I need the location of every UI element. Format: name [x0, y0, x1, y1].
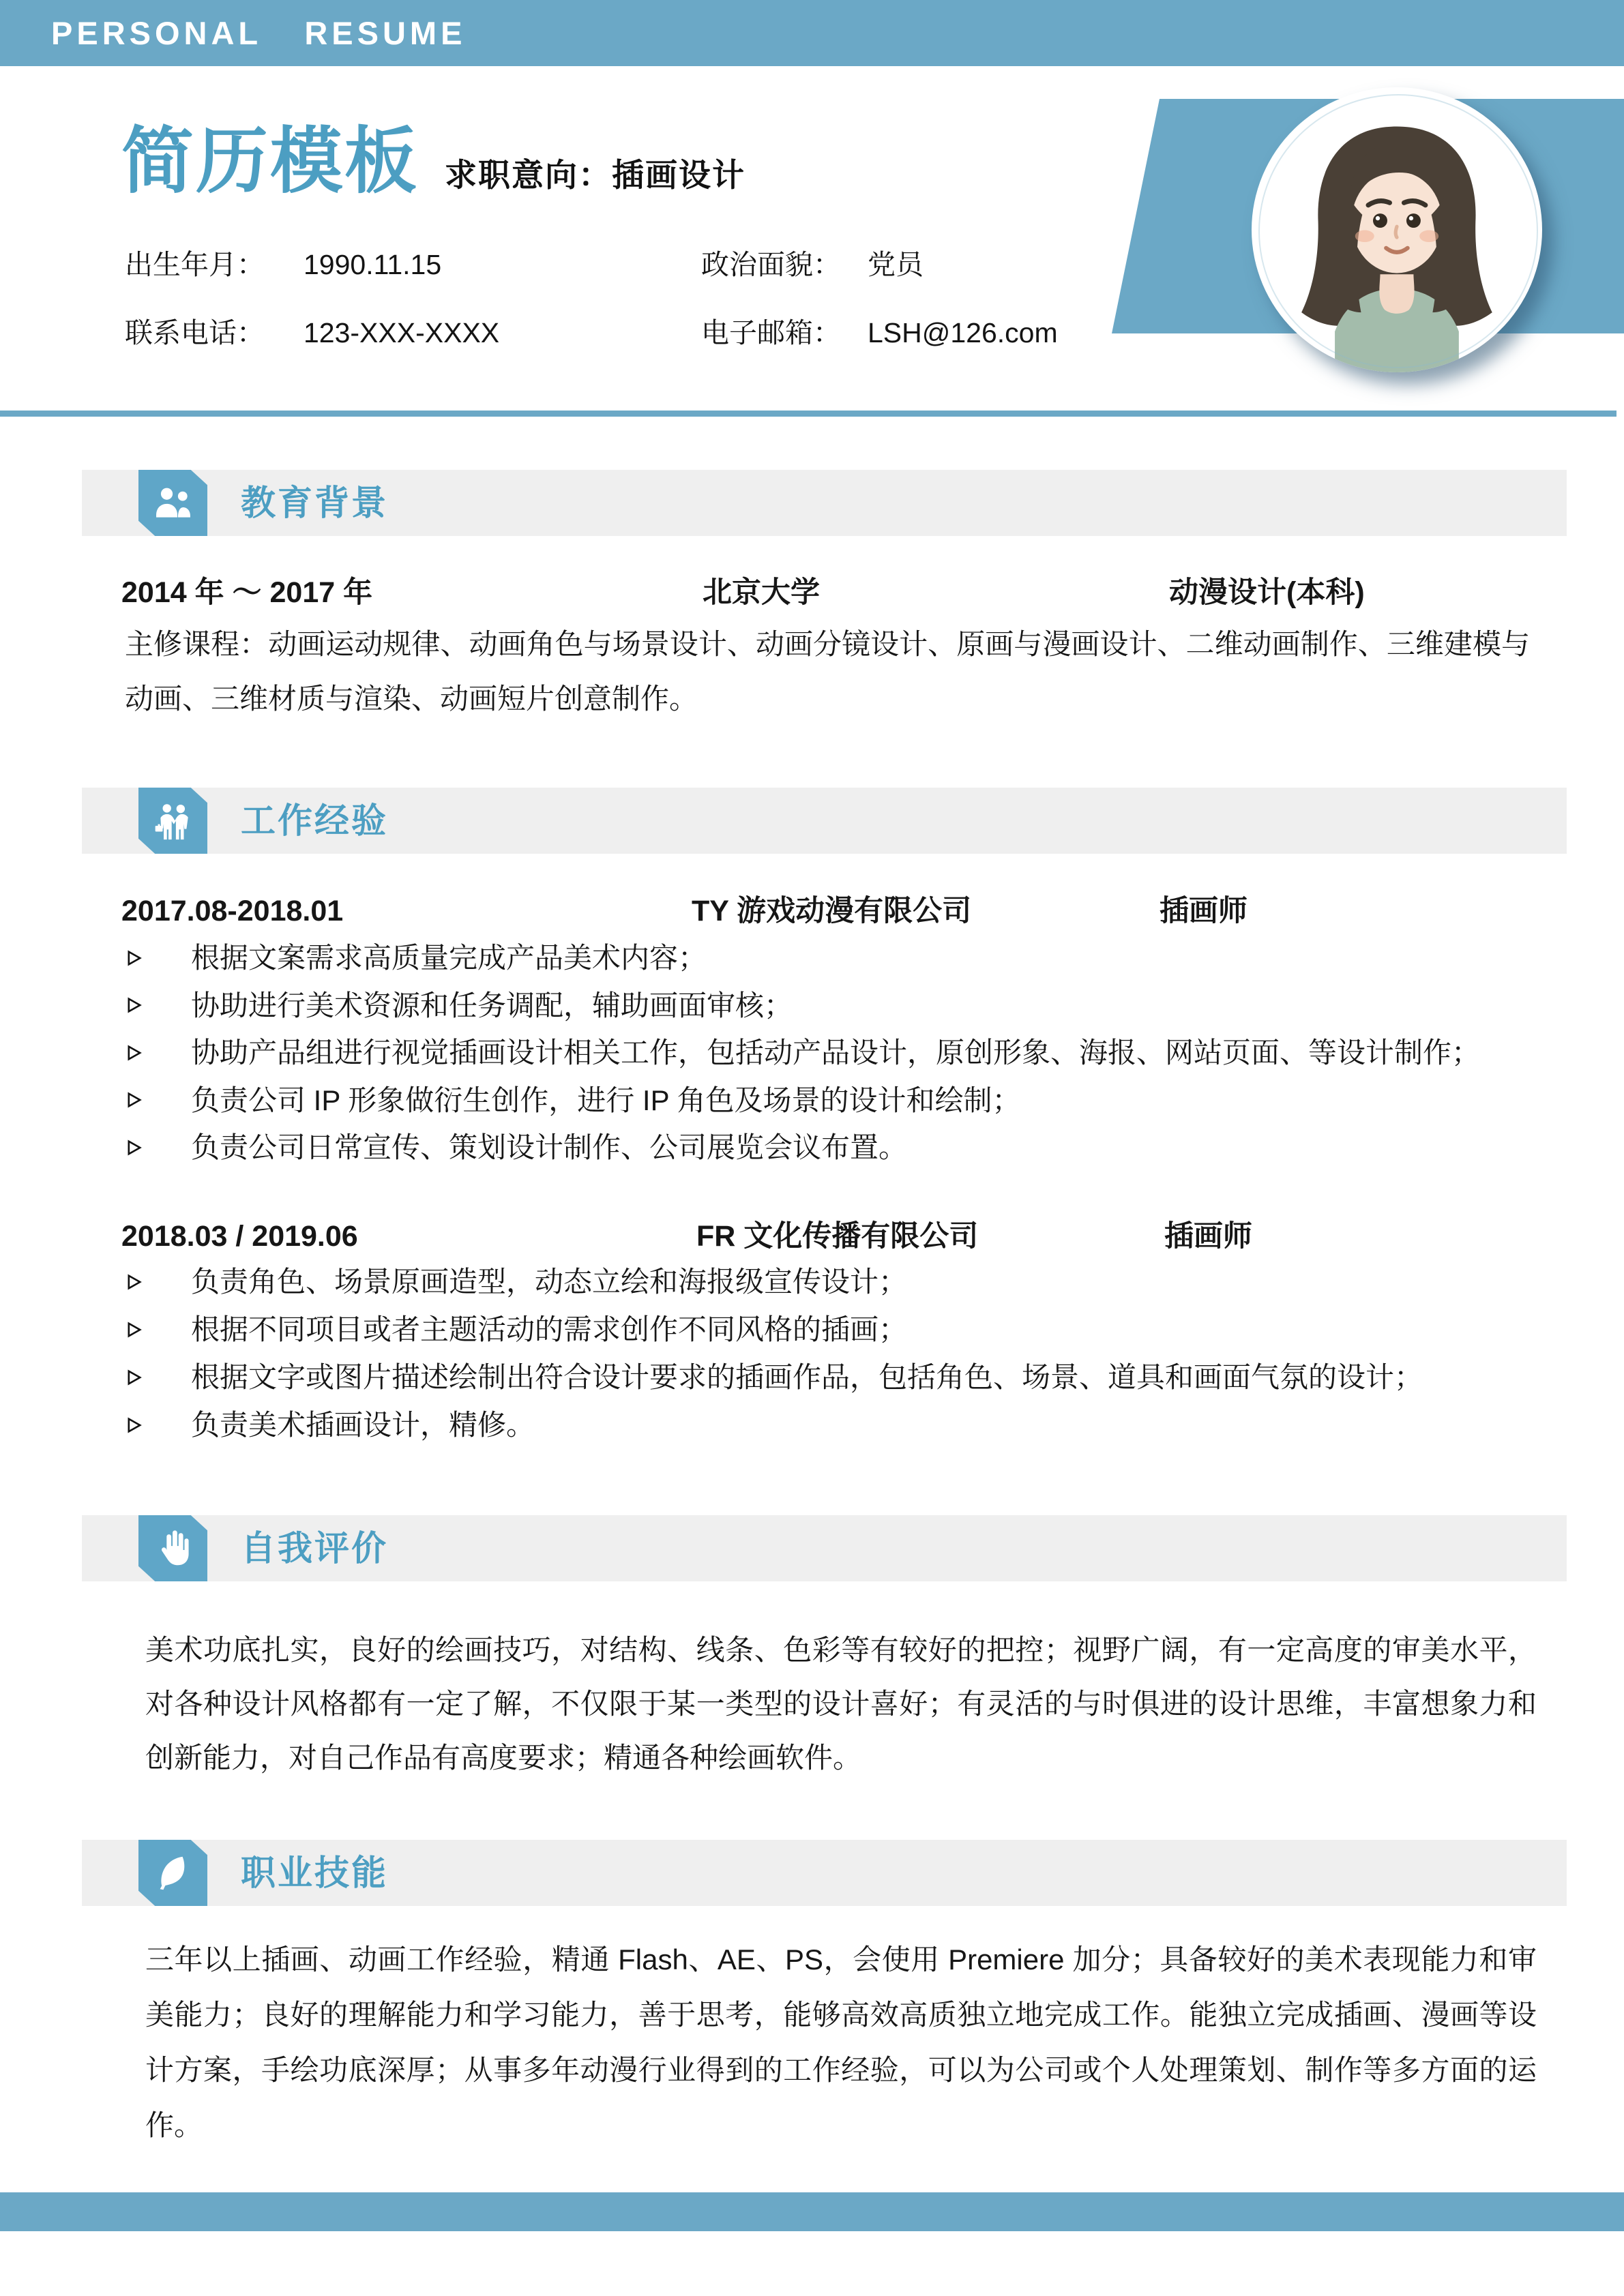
political-status-label: 政治面貌：	[701, 249, 841, 280]
section-header-work	[82, 788, 1567, 854]
bullet-text: 负责角色、场景原画造型，动态立绘和海报级宣传设计；	[191, 1266, 908, 1298]
list-item	[127, 982, 1480, 1030]
job1-company: TY 游戏动漫有限公司	[692, 895, 972, 927]
education-school: 北京大学	[703, 576, 820, 609]
list-item	[127, 1124, 1480, 1172]
job1-role: 插画师	[1160, 895, 1247, 927]
bullet-text: 根据不同项目或者主题活动的需求创作不同风格的插画；	[191, 1313, 908, 1345]
bullet-text: 负责美术插画设计，精修。	[191, 1409, 535, 1441]
students-icon	[152, 482, 194, 524]
banner-title: PERSONAL RESUME	[51, 15, 467, 51]
phone-value: 123-XXX-XXXX	[304, 317, 500, 348]
job2-period: 2018.03 / 2019.06	[121, 1220, 358, 1253]
section-title-education: 教育背景	[241, 483, 389, 522]
triangle-bullet-icon	[127, 1139, 191, 1156]
self-evaluation-paragraph: 美术功底扎实，良好的绘画技巧，对结构、线条、色彩等有较好的把控；视野广阔，有一定高度的审美水平，对各种设计风格都有一定了解，不仅限于某一类型的设计喜好；有灵活的与时俱进的设计思维，丰富想象力和创新能力，对自己作品有高度要求；精通各种绘画软件。	[145, 1634, 1537, 1774]
education-major: 动漫设计(本科)	[1169, 576, 1365, 609]
triangle-bullet-icon	[127, 1369, 191, 1386]
skills-icon-tile	[138, 1840, 207, 1906]
list-item	[127, 1029, 1480, 1077]
political-status-value: 党员	[868, 249, 924, 280]
job2-company: FR 文化传播有限公司	[696, 1220, 979, 1253]
job-intention: 求职意向：插画设计	[445, 157, 745, 193]
avatar	[1252, 87, 1542, 372]
email-value: LSH@126.com	[868, 317, 1058, 348]
triangle-bullet-icon	[127, 997, 191, 1013]
list-item	[127, 1077, 1480, 1124]
page-title: 简历模板	[121, 121, 419, 202]
list-item	[127, 934, 1480, 982]
list-item	[127, 1258, 1423, 1306]
hand-icon	[152, 1527, 194, 1570]
job2-role: 插画师	[1164, 1220, 1252, 1253]
section-header-education	[82, 470, 1567, 536]
list-item	[127, 1306, 1423, 1354]
phone-label: 联系电话：	[125, 317, 265, 348]
self-evaluation-icon-tile	[138, 1515, 207, 1581]
triangle-bullet-icon	[127, 1274, 191, 1290]
bottom-banner	[0, 2192, 1624, 2231]
bullet-text: 根据文案需求高质量完成产品美术内容；	[191, 942, 707, 974]
triangle-bullet-icon	[127, 1417, 191, 1433]
skills-paragraph: 三年以上插画、动画工作经验，精通 Flash、AE、PS，会使用 Premiere 加分；具备较好的美术表现能力和审美能力；良好的理解能力和学习能力，善于思考，能够高效高质独立地完成工作。能独立完成插画、漫画等设计方案，手绘功底深厚；从事多年动漫行业得到的工作经验，可以为公司或个人处理策划、制作等多方面的运作。	[145, 1943, 1537, 2141]
education-courses-paragraph: 主修课程：动画运动规律、动画角色与场景设计、动画分镜设计、原画与漫画设计、二维动画制作、三维建模与动画、三维材质与渲染、动画短片创意制作。	[125, 628, 1530, 715]
section-title-self-evaluation: 自我评价	[241, 1529, 389, 1568]
header-divider	[0, 411, 1616, 417]
section-title-work: 工作经验	[241, 801, 389, 840]
triangle-bullet-icon	[127, 1092, 191, 1108]
leaf-icon	[152, 1852, 194, 1894]
work-icon-tile	[138, 788, 207, 854]
section-header-skills	[82, 1840, 1567, 1906]
bullet-text: 根据文字或图片描述绘制出符合设计要求的插画作品，包括角色、场景、道具和画面气氛的设计；	[191, 1361, 1423, 1393]
section-title-skills: 职业技能	[241, 1853, 389, 1892]
email-label: 电子邮箱：	[701, 317, 841, 348]
education-period: 2014 年 ～ 2017 年	[121, 576, 373, 609]
triangle-bullet-icon	[127, 1045, 191, 1061]
avatar-portrait-illustration	[1263, 110, 1531, 372]
triangle-bullet-icon	[127, 1322, 191, 1338]
list-item	[127, 1354, 1423, 1401]
bullet-text: 协助进行美术资源和任务调配，辅助画面审核；	[191, 989, 793, 1022]
birth-date-label: 出生年月：	[125, 249, 265, 280]
birth-date-value: 1990.11.15	[304, 249, 442, 280]
job2-bullet-list	[127, 1258, 1423, 1449]
education-icon-tile	[138, 470, 207, 536]
top-banner	[0, 0, 1624, 66]
list-item	[127, 1401, 1423, 1449]
bullet-text: 协助产品组进行视觉插画设计相关工作，包括动产品设计，原创形象、海报、网站页面、等设计制作；	[191, 1037, 1481, 1069]
bullet-text: 负责公司日常宣传、策划设计制作、公司展览会议布置。	[191, 1131, 908, 1163]
job1-period: 2017.08-2018.01	[121, 895, 344, 927]
colleagues-handshake-icon	[152, 800, 194, 842]
bullet-text: 负责公司 IP 形象做衍生创作，进行 IP 角色及场景的设计和绘制；	[191, 1084, 1021, 1116]
job1-bullet-list	[127, 934, 1480, 1172]
triangle-bullet-icon	[127, 950, 191, 966]
section-header-self-evaluation	[82, 1515, 1567, 1581]
